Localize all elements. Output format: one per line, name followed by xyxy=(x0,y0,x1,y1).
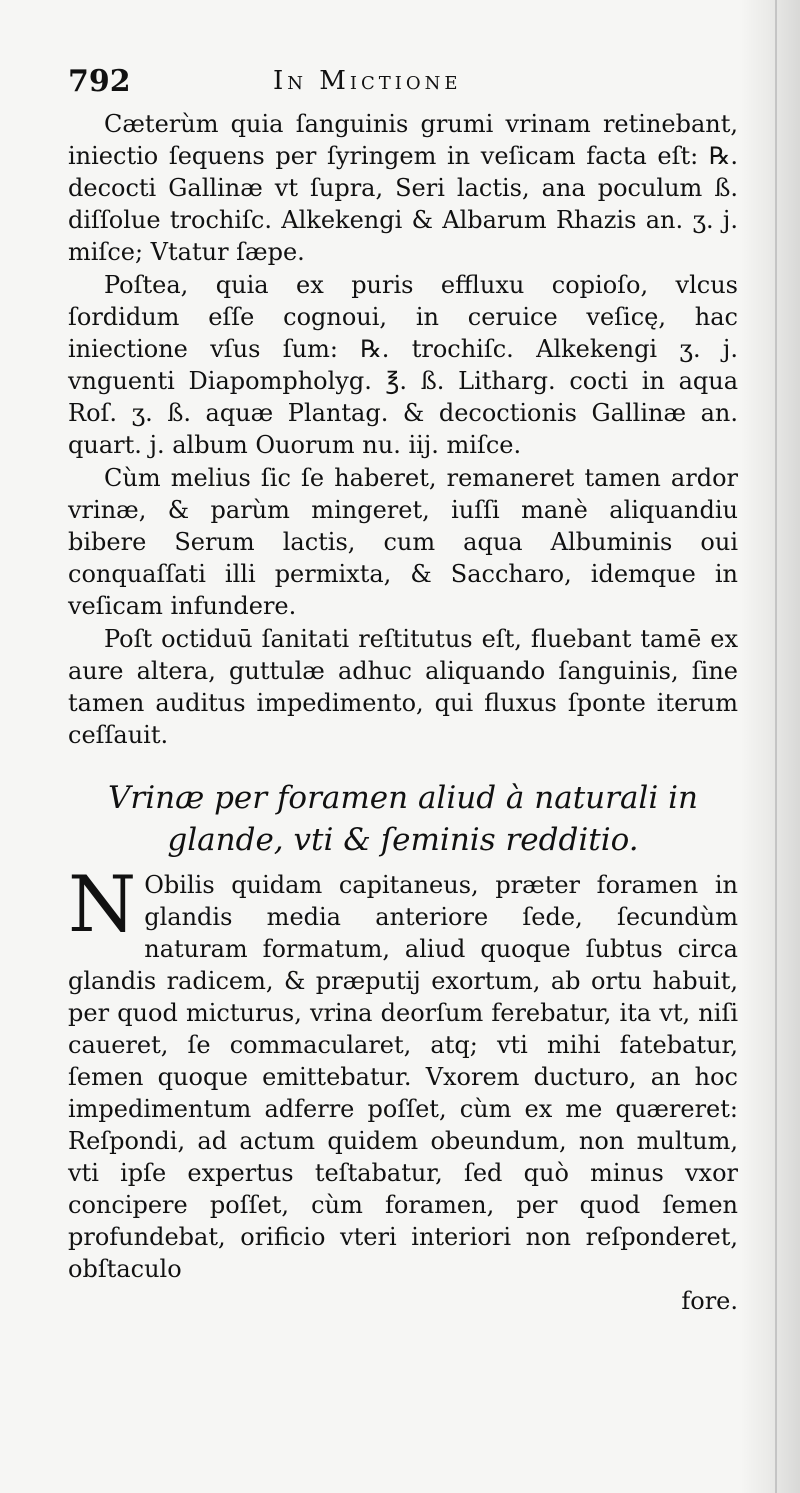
section-body xyxy=(68,860,738,1285)
section-title-line-2: glande, vti & ſeminis redditio. xyxy=(167,822,639,858)
page-edge-shadow xyxy=(740,0,800,1493)
catchword: fore. xyxy=(681,1287,738,1315)
paragraph-4: Poſt octiduū ſanitati reſtitutus eſt, fluebant tamē ex aure altera, guttulæ adhuc aliquando ſanguinis, ſine tamen auditus impedimento, qui fluxus ſponte iterum ceſſauit. xyxy=(68,625,738,749)
page-header xyxy=(68,60,738,108)
running-head: In Mictione xyxy=(273,66,462,96)
text-block xyxy=(68,60,738,1317)
paragraph-2: Poſtea, quia ex puris effluxu copioſo, vlcus ſordidum eſſe cognoui, in ceruice veſicę, hac iniectione vſus ſum: ℞. trochiſc. Alkekengi ʒ. j. vnguenti Diapompholyg. ℥. ß. Litharg. cocti in aqua Roſ. ʒ. ß. aquæ Plantag. & decoctionis Gallinæ an. quart. j. album Ouorum nu. iij. miſce. xyxy=(68,271,738,459)
section-title-line-1: Vrinæ per foramen aliud à naturali in xyxy=(108,780,698,816)
section-body-text: Obilis quidam capitaneus, præter foramen in glandis media anteriore ſede, ſecundùm naturam formatum, aliud quoque ſubtus circa glandis radicem, & præputij exortum, ab ortu habuit, per quod micturus, vrina deorſum ferebatur, ita vt, niſi caueret, ſe commacularet, atq; vti mihi fatebatur, ſemen quoque emittebatur. Vxorem ducturo, an hoc impedimentum adferre poſſet, cùm ex me quæreret: Reſpondi, ad actum quidem obeundum, non multum, vti ipſe expertus teſtabatur, ſed quò minus vxor concipere poſſet, cùm foramen, per quod ſemen profundebat, orificio vteri interiori non reſponderet, obſtaculo xyxy=(68,871,738,1283)
section-title xyxy=(68,777,738,861)
page-number: 792 xyxy=(68,64,131,99)
paragraph-1: Cæterùm quia ſanguinis grumi vrinam retinebant, iniectio ſequens per ſyringem in veſicam facta eſt: ℞. decocti Gallinæ vt ſupra, Seri lactis, ana poculum ß. diſſolue trochiſc. Alkekengi & Albarum Rhazis an. ʒ. j. miſce; Vtatur ſæpe. xyxy=(68,110,738,266)
drop-cap: N xyxy=(68,860,137,950)
page-fold-line xyxy=(775,0,777,1493)
paragraph-3: Cùm melius ſic ſe haberet, remaneret tamen ardor vrinæ, & parùm mingeret, iuſſi manè aliquandiu bibere Serum lactis, cum aqua Albuminis oui conquaſſati illi permixta, & Saccharo, idemque in veſicam infundere. xyxy=(68,464,738,620)
